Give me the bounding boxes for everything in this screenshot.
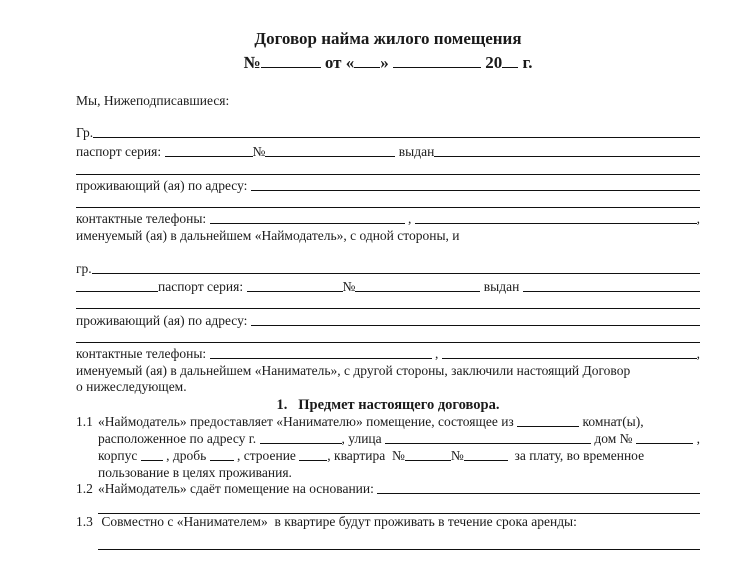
text: расположенное по адресу г. — [98, 431, 260, 446]
blank — [76, 195, 700, 208]
label: № — [342, 279, 356, 294]
label: № — [252, 144, 266, 159]
day-blank — [354, 55, 380, 68]
document-number-line — [76, 55, 700, 71]
label: проживающий (ая) по адресу: — [76, 313, 251, 328]
landlord-passport-line — [76, 144, 700, 160]
text: «Наймодатель» сдаёт помещение на основании: — [98, 481, 378, 496]
clause-number: 1.3 — [76, 514, 93, 529]
intro — [76, 93, 700, 109]
blank — [210, 448, 234, 461]
tenant-name-line — [76, 261, 700, 277]
blank — [636, 431, 693, 444]
blank — [355, 279, 480, 292]
blank — [251, 178, 700, 191]
blank — [76, 330, 700, 343]
blank — [442, 346, 697, 359]
landlord-phones-line — [76, 211, 700, 227]
text: Совместно с «Нанимателем» в квартире будут проживать в течение срока аренды: — [98, 514, 577, 529]
blank — [377, 481, 700, 494]
blank — [93, 125, 700, 138]
label: контактные телефоны: — [76, 211, 210, 226]
blank — [405, 448, 451, 461]
clause-1-3 — [76, 514, 700, 530]
blank — [299, 448, 327, 461]
blank — [141, 448, 163, 461]
landlord-named — [76, 228, 700, 244]
text: дом № — [591, 431, 636, 446]
blank — [76, 162, 700, 175]
number-blank — [261, 55, 321, 68]
label: контактные телефоны: — [76, 346, 210, 361]
year-blank — [502, 55, 518, 68]
text: , квартира № — [327, 448, 405, 463]
blank — [517, 414, 579, 427]
document-title — [76, 31, 700, 47]
text: именуемый (ая) в дальнейшем «Наймодатель», с одной стороны, и — [76, 228, 460, 243]
tenant-phones-line — [76, 346, 700, 362]
label: , — [696, 346, 700, 361]
section-heading — [76, 397, 700, 413]
month-blank — [393, 55, 481, 68]
label: паспорт серия: — [158, 279, 247, 294]
blank-line — [76, 195, 700, 211]
blank — [210, 211, 405, 224]
blank-line — [98, 537, 700, 553]
clause-1-1-line3 — [98, 448, 700, 464]
text: № — [450, 448, 464, 463]
clause-1-1-line2 — [98, 431, 700, 447]
text: о нижеследующем. — [76, 379, 187, 394]
blank — [98, 501, 700, 514]
blank — [434, 144, 700, 157]
label: выдан — [480, 279, 523, 294]
text: за плату, во временное — [507, 448, 645, 463]
text: именуемый (ая) в дальнейшем «Наниматель», с другой стороны, заключили настоящий Договор — [76, 363, 631, 378]
blank — [165, 144, 253, 157]
text: «Наймодатель» предоставляет «Нанимателю» помещение, состоящее из — [98, 414, 518, 429]
blank — [260, 431, 342, 444]
blank — [247, 279, 343, 292]
text: корпус — [98, 448, 141, 463]
label: Гр. — [76, 125, 94, 140]
blank — [76, 279, 158, 292]
label: паспорт серия: — [76, 144, 165, 159]
label: , — [431, 346, 442, 361]
blank — [92, 261, 700, 274]
label: проживающий (ая) по адресу: — [76, 178, 251, 193]
landlord-name-line — [76, 125, 700, 141]
number-sign: № — [243, 53, 261, 72]
text: , дробь — [162, 448, 210, 463]
blank — [415, 211, 697, 224]
text: , строение — [233, 448, 300, 463]
label: , — [696, 211, 700, 226]
blank — [210, 346, 432, 359]
tenant-address-line — [76, 313, 700, 329]
tenant-passport-line — [76, 279, 700, 295]
clause-1-1-line4 — [98, 465, 700, 481]
clause-1-2 — [76, 481, 700, 497]
blank — [76, 296, 700, 309]
title-text: Договор найма жилого помещения — [254, 29, 522, 48]
blank-line — [76, 162, 700, 178]
blank — [251, 313, 700, 326]
quote-close: » — [380, 53, 393, 72]
label: , — [404, 211, 415, 226]
label: гр. — [76, 261, 92, 276]
text: комнат(ы), — [579, 414, 644, 429]
blank-line — [76, 330, 700, 346]
year-suffix: г. — [518, 53, 533, 72]
label: выдан — [395, 144, 435, 159]
text: , — [693, 431, 700, 446]
text: , улица — [341, 431, 386, 446]
year-prefix: 20 — [480, 53, 503, 72]
clause-number: 1.1 — [76, 414, 93, 429]
text: пользование в целях проживания. — [98, 465, 292, 480]
heading-text: 1. Предмет настоящего договора. — [276, 397, 500, 413]
blank — [385, 431, 591, 444]
blank-line — [76, 296, 700, 312]
landlord-address-line — [76, 178, 700, 194]
blank — [265, 144, 395, 157]
intro-text: Мы, Нижеподписавшиеся: — [76, 93, 230, 108]
clause-number: 1.2 — [76, 481, 93, 496]
from-label: от « — [320, 53, 355, 72]
clause-1-1 — [76, 414, 700, 430]
blank — [98, 537, 700, 550]
tenant-named-cont — [76, 379, 700, 395]
blank — [464, 448, 508, 461]
blank — [523, 279, 700, 292]
tenant-named — [76, 363, 700, 379]
